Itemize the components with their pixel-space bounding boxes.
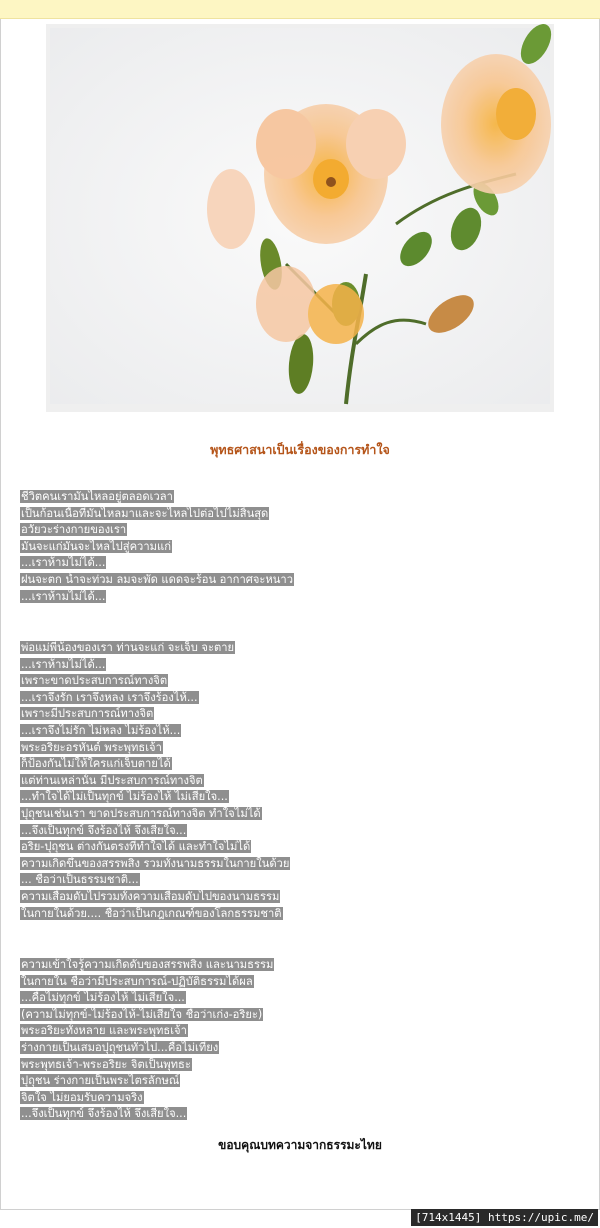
text-line [20,1040,274,1057]
text-line [20,690,290,707]
text-line [20,823,290,840]
paragraph-2 [20,640,290,922]
text-line-content: มันจะแก่มันจะไหลไปสู่ความแก่ [21,539,171,553]
paragraph-3 [20,957,274,1123]
text-line [20,789,290,806]
top-bar [0,0,600,19]
text-line [20,957,274,974]
text-line-content: ...คือไม่ทุกข์ ไม่ร้องไห้ ไม่เสียใจ... [21,991,185,1005]
text-line [20,1007,274,1024]
article-title: พุทธศาสนาเป็นเรื่องของการทำใจ [210,442,390,457]
text-line-content: ปุถุชนเช่นเรา ขาดประสบการณ์ทางจิต ทำใจไม่ได้ [21,806,261,820]
text-line [20,1106,274,1123]
text-line [20,723,290,740]
text-line-content: พระอริยะทั้งหลาย และพระพุทธเจ้า [21,1024,187,1038]
text-line [20,706,290,723]
text-line-content: ...เราห้ามไม่ได้... [21,556,106,570]
text-line [20,522,294,539]
text-line [20,906,290,923]
text-line [20,839,290,856]
text-line [20,555,294,572]
text-line-content: ...เราจึงไม่รัก ไม่หลง ไม่ร้องไห้... [21,723,181,737]
text-line-content: พระอริยะอรหันต์ พระพุทธเจ้า [21,740,162,754]
paragraph-1 [20,489,294,605]
text-line-content: ความเสื่อมดับไปรวมทั้งความเสื่อมดับไปของนามธรรม [21,889,280,903]
text-line-content: (ความไม่ทุกข์-ไม่ร้องไห้-ไม่เสียใจ ชื่อว่าเก่ง-อริยะ) [21,1007,263,1021]
text-line-content: พ่อแม่พี่น้องของเรา ท่านจะแก่ จะเจ็บ จะตาย [21,641,235,654]
text-line [20,1057,274,1074]
text-line [20,640,290,657]
text-line [20,506,294,523]
text-line-content: พระพุทธเจ้า-พระอริยะ จิตเป็นพุทธะ [21,1057,191,1071]
text-line [20,1073,274,1090]
text-line [20,740,290,757]
text-line-content: ร่างกายเป็นเสมอปุถุชนทั่วไป...คือไม่เที่ยง [21,1040,219,1054]
text-line-content: ...จึงเป็นทุกข์ จึงร้องไห้ จึงเสียใจ... [21,823,187,837]
text-line-content: ...เราห้ามไม่ได้... [21,589,106,603]
text-line-content: ความเกิดขึ้นของสรรพสิ่ง รวมทั้งนามธรรมในกายในด้วย [21,856,290,870]
flower-photo-icon [46,24,554,412]
text-line-content: ...จึงเป็นทุกข์ จึงร้องไห้ จึงเสียใจ... [21,1107,187,1121]
flower-photo [46,24,554,412]
text-line-content: ...เราห้ามไม่ได้... [21,657,106,671]
text-line [20,856,290,873]
text-line [20,990,274,1007]
text-line [20,1023,274,1040]
text-line [20,872,290,889]
text-line-content: เป็นก้อนเนื้อที่มันไหลมาและจะไหลไปต่อไปไม่สิ้นสุด [21,506,269,520]
text-line [20,889,290,906]
text-line-content: ...ทำใจได้ไม่เป็นทุกข์ ไม่ร้องไห้ ไม่เสียใจ... [21,790,228,804]
text-line [20,589,294,606]
text-line-content: ชีวิตคนเรามันไหลอยู่ตลอดเวลา [21,490,173,503]
credit-footer: ขอบคุณบทความจากธรรมะไทย [218,1138,382,1152]
text-line-content: จิตใจ ไม่ยอมรับความจริง [21,1090,143,1104]
text-line-content: ปุถุชน ร่างกายเป็นพระไตรลักษณ์ [21,1074,180,1088]
text-line-content: อวัยวะร่างกายของเรา [21,523,127,537]
text-line [20,806,290,823]
text-line-content: ...เราจึงรัก เราจึงหลง เราจึงร้องไห้... [21,690,198,704]
text-line [20,572,294,589]
text-line-content: ความเข้าใจรู้ความเกิดดับของสรรพสิ่ง และนามธรรม [21,958,274,971]
text-line-content: เพราะมีประสบการณ์ทางจิต [21,707,154,721]
text-line-content: ในกายในด้วย.... ชื่อว่าเป็นกฎเกณฑ์ของโลกธรรมชาติ [21,906,282,920]
text-line [20,539,294,556]
text-line [20,657,290,674]
text-line-content: เพราะขาดประสบการณ์ทางจิต [21,674,168,688]
text-line [20,974,274,991]
text-line-content: แต่ท่านเหล่านั้น มีประสบการณ์ทางจิต [21,773,203,787]
text-line-content: ... ชื่อว่าเป็นธรรมชาติ... [21,873,139,887]
text-line [20,773,290,790]
text-line [20,1090,274,1107]
text-line [20,489,294,506]
text-line-content: ก็ป้องกันไม่ให้ใครแก่เจ็บตายได้ [21,757,171,771]
image-size-badge: [714x1445] https://upic.me/ [411,1209,598,1226]
text-line-content: อริย-ปุถุชน ต่างกันตรงที่ทำใจได้ และทำใจไม่ได้ [21,840,251,854]
text-line [20,673,290,690]
text-line-content: ในกายใน ชื่อว่ามีประสบการณ์-ปฏิบัติธรรมได้ผล [21,974,253,988]
text-line [20,756,290,773]
text-line-content: ฝนจะตก น้ำจะท่วม ลมจะพัด แดดจะร้อน อากาศจะหนาว [21,572,293,586]
